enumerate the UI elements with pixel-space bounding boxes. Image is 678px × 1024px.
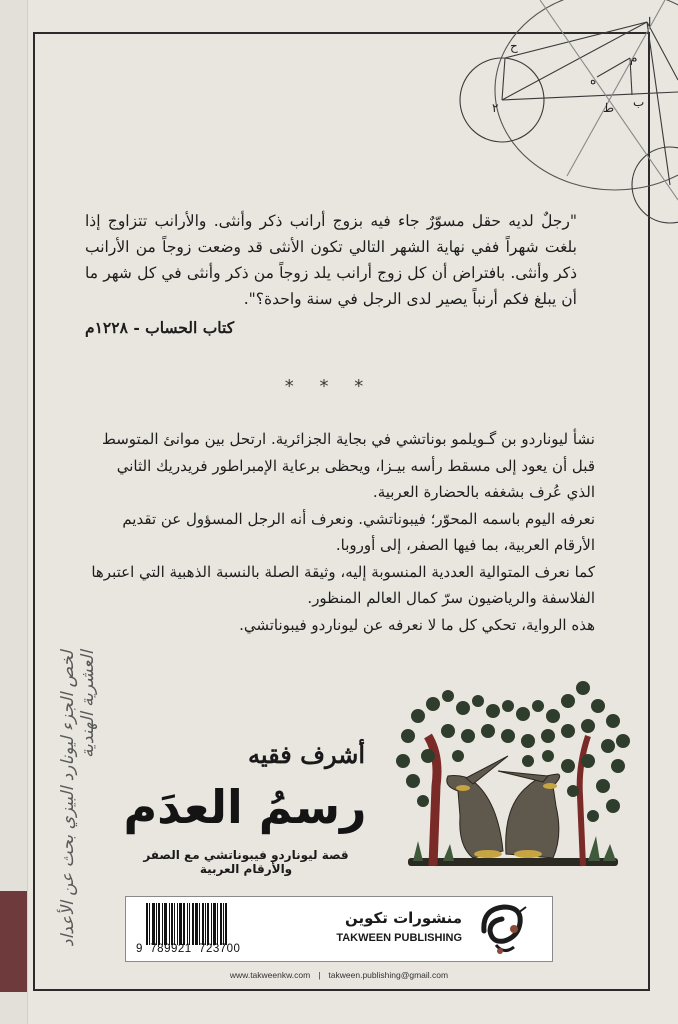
publisher-info-box <box>125 896 553 962</box>
svg-text:ا: ا <box>648 15 652 29</box>
geometry-diagram-icon <box>440 0 678 240</box>
takween-logo-icon <box>474 901 530 959</box>
spine-color-band <box>0 891 27 992</box>
hares-illustration-icon <box>388 676 638 876</box>
blurb-paragraph: نعرفه اليوم باسمه المحوّر؛ فيبوناتشي. ونعرف أنه الرجل المسؤول عن تقديم الأرقام العربية، بما فيها الصفر، إلى أوروبا. <box>122 509 595 554</box>
email-link[interactable]: takween.publishing@gmail.com <box>328 970 449 980</box>
svg-text:م: م <box>630 51 638 65</box>
blurb-paragraph: هذه الرواية، تحكي كل ما لا نعرفه عن ليوناردو فيبوناتشي. <box>239 615 595 634</box>
publisher-name-english: TAKWEEN PUBLISHING <box>336 932 462 944</box>
publisher-contact <box>125 970 553 980</box>
book-subtitle: قصة ليوناردو فيبوناتشي مع الصفر والأرقام العربية <box>143 848 349 876</box>
blurb-paragraph: نشأ ليوناردو بن گـويلمو بوناتشي في بجاية الجزائرية. ارتحل بين موانئ المتوسط قبل أن يعود إلى مسقط رأسه بيـزا، ويحظى برعاية الإمبراطور فريدريك الثاني الذي عُرف بشغفه بالحضارة العربية. <box>102 430 595 501</box>
svg-text:ط: ط <box>603 101 615 115</box>
svg-text:ه: ه <box>590 73 597 87</box>
website-link[interactable]: www.takweenkw.com <box>229 970 311 980</box>
book-blurb <box>85 426 595 638</box>
book-title: رسمُ العدَم <box>123 780 367 834</box>
blurb-paragraph: كما نعرف المتوالية العددية المنسوبة إليه، وثيقة الصلة بالنسبة الذهبية التي اعتبرها الفلاسفة والرياضيون سرّ كمال العالم المنظور. <box>91 562 595 607</box>
isbn-number: 9 789921 723700 <box>136 943 241 955</box>
svg-text:ح: ح <box>510 39 518 53</box>
contact-separator: | <box>318 970 321 980</box>
vertical-calligraphy: لخص الجزء ليونارد البيزي بحث عن الأعداد العشرية الهندية <box>58 650 98 947</box>
opening-quote: "رجلٌ لديه حقل مسوّرٌ جاء فيه بزوج أرانب ذكر وأنثى. والأرانب تتزاوج إذا بلغت شهراً ففي نهاية الشهر التالي تكون الأنثى قد وضعت زوجاً من الأرانب ذكر وأنثى. بافتراض أن كل زوج أرانب يلد زوجاً من ذكر وأنثى في كل شهر ما أن يبلغ فكم أرنباً يصير لدى الرجل في سنة واحدة؟". <box>85 212 577 308</box>
author-name: أشرف فقيه <box>248 740 365 769</box>
svg-text:ب: ب <box>633 95 645 109</box>
barcode-bars <box>146 903 252 945</box>
section-separator: * * * <box>284 376 374 397</box>
svg-text:٢: ٢ <box>492 101 499 115</box>
quote-source: كتاب الحساب - ١٢٢٨م <box>85 318 235 337</box>
isbn-barcode <box>136 903 252 957</box>
spine-strip <box>0 0 28 1024</box>
publisher-name-arabic: منشورات تكوين <box>344 909 462 927</box>
